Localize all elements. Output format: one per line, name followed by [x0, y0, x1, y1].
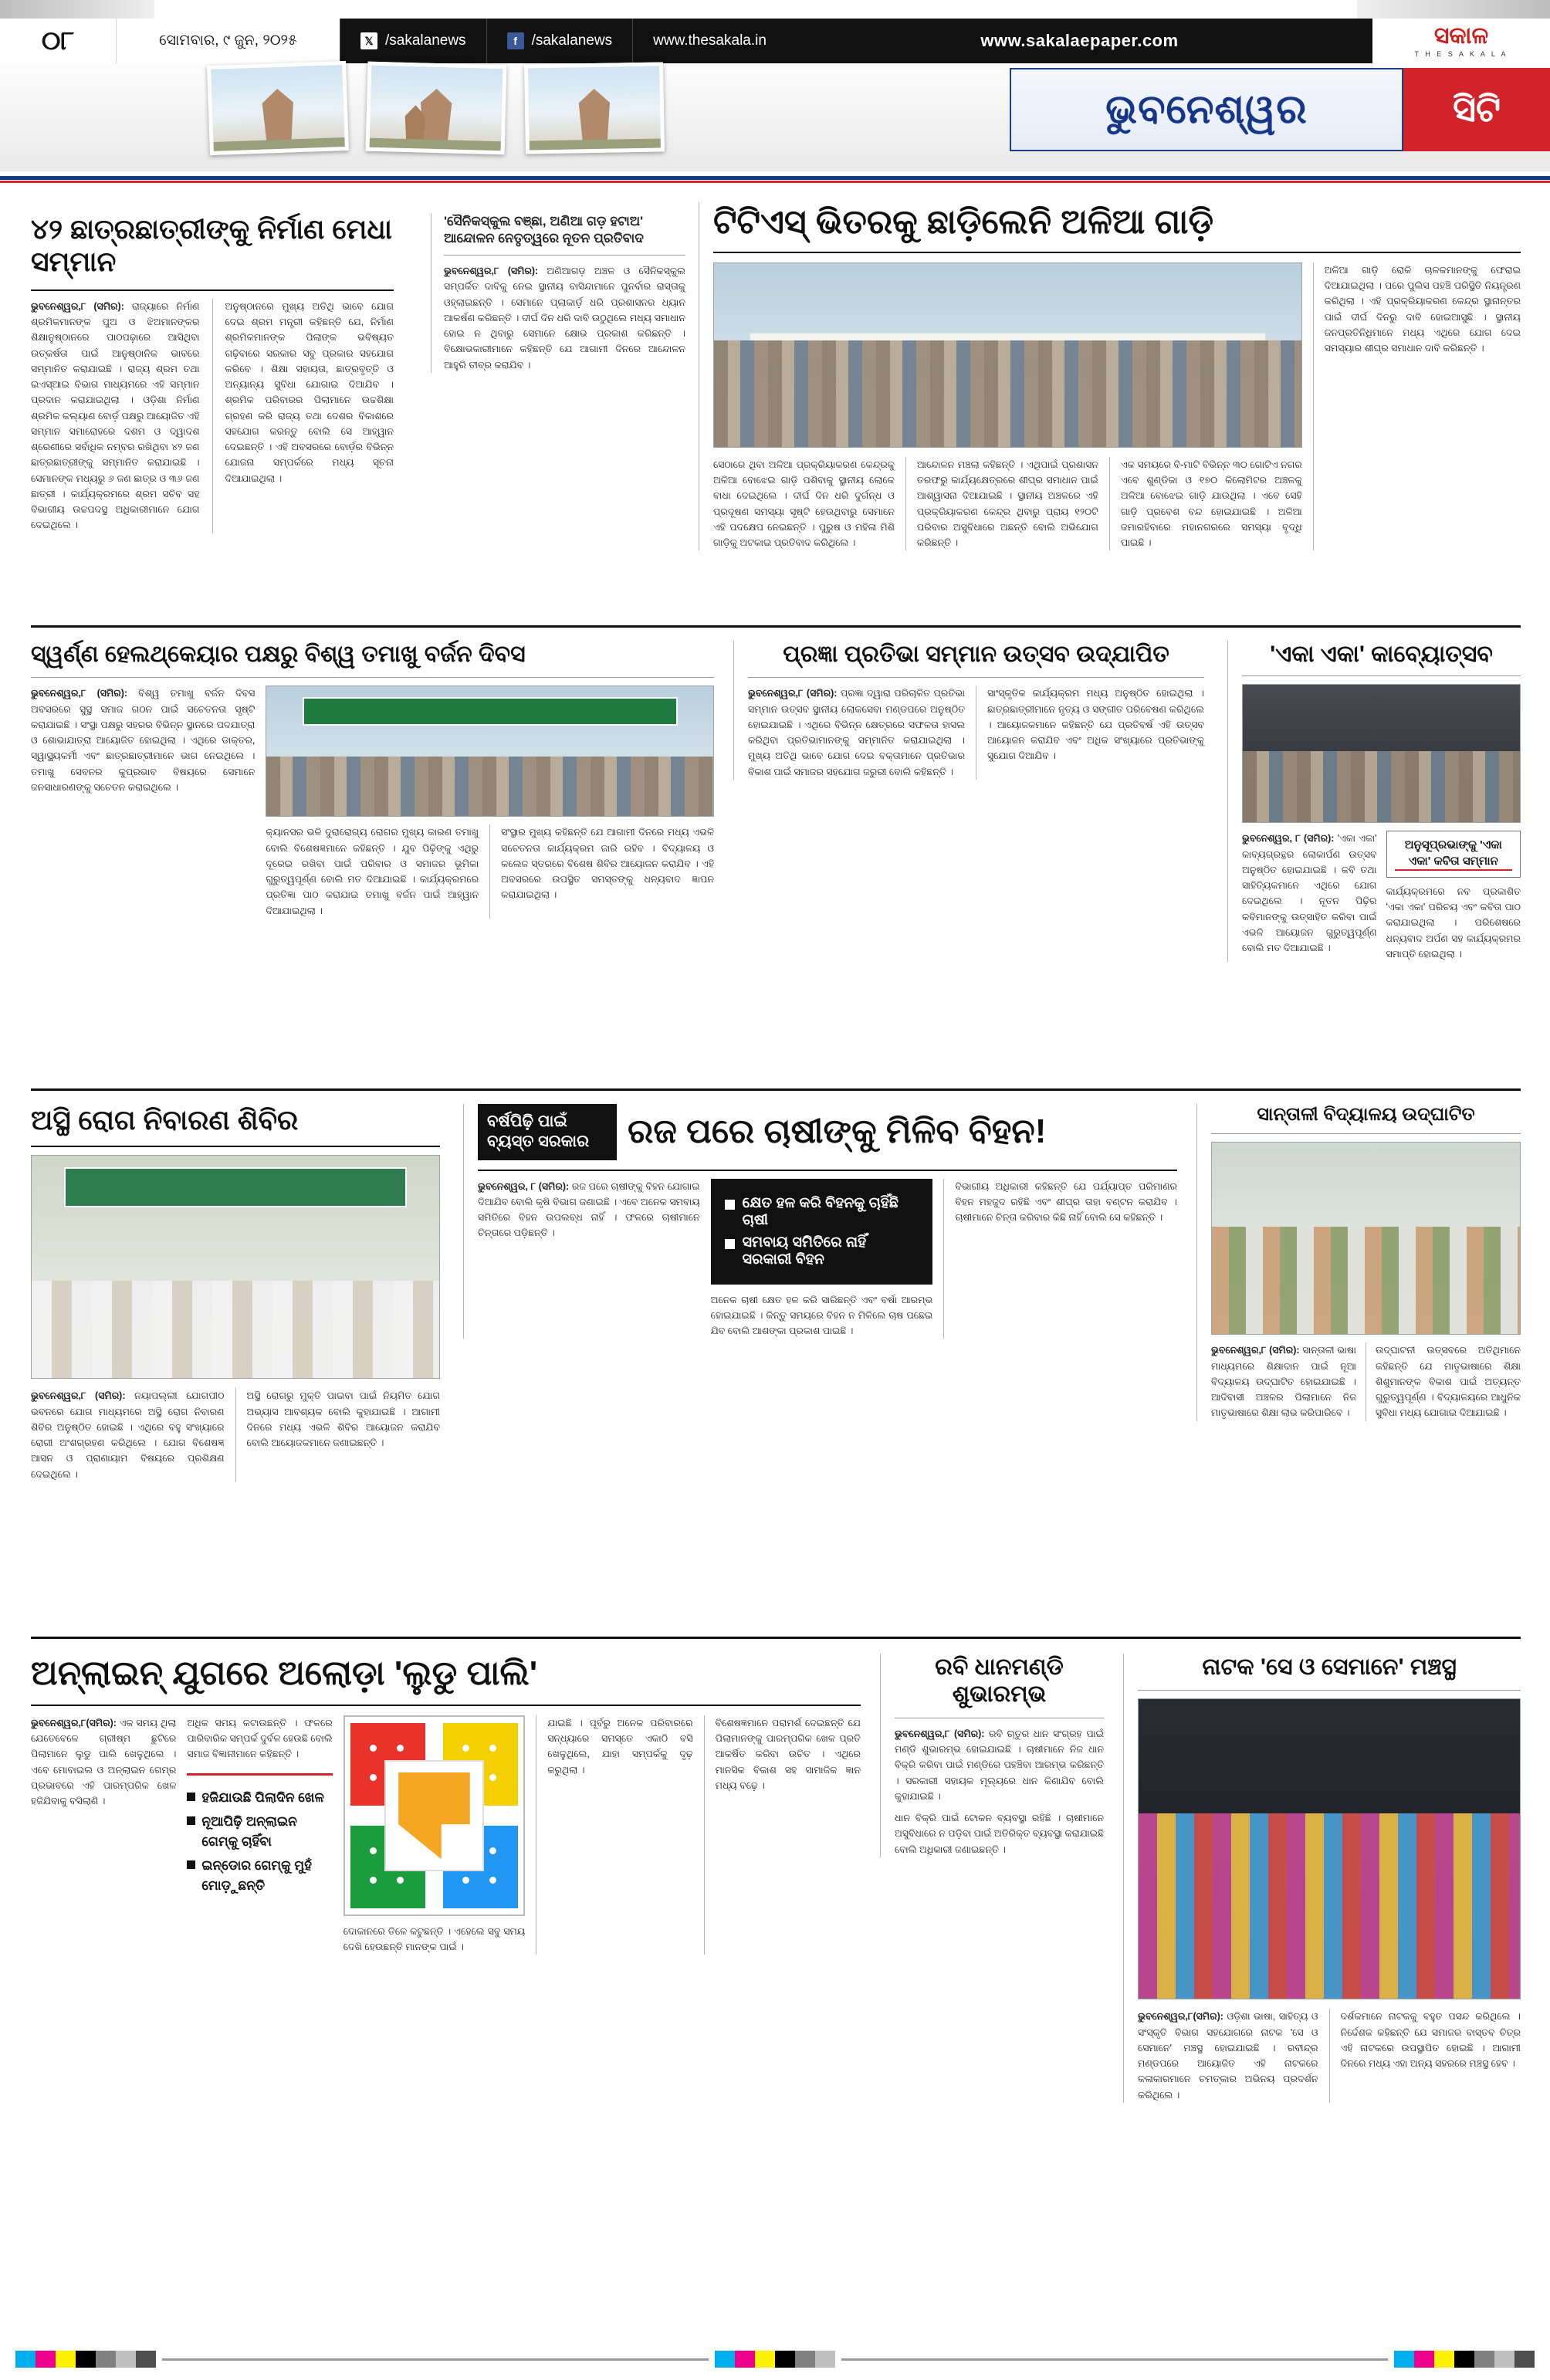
dateline: ଭୁବନେଶ୍ୱର,୮(ସମିର): [31, 1717, 117, 1728]
key-point-2 [187, 1812, 332, 1851]
article-drama-staged [1123, 1654, 1521, 2103]
article-col-1 [895, 1726, 1104, 1804]
article-seed-farmers [463, 1104, 1177, 1339]
article-col-2: କାର୍ଯ୍ୟକ୍ରମରେ ନବ ପ୍ରକାଶିତ 'ଏକା ଏକା' ପରିଚୟ ଏବଂ କବିତା ପାଠ କରାଯାଇଥିଲା । ପରିଶେଷରେ ଧନ୍ୟବାଦ ଅର୍ପଣ ସହ କାର୍ଯ୍ୟକ୍ରମର ସମାପ୍ତି ହୋଇଥିଲା । [1386, 885, 1521, 960]
article-col-1 [1211, 1342, 1356, 1420]
body-text: ବିଶ୍ୱ ତମାଖୁ ବର୍ଜନ ଦିବସ ଅବସରରେ ସୁସ୍ଥ ସମାଜ ଗଠନ ପାଇଁ ସଚେତନତା ସୃଷ୍ଟି କରାଯାଇଛି । ସଂସ୍ଥା ପକ୍ଷରୁ ସହରର ବିଭିନ୍ନ ସ୍ଥାନରେ ପଦଯାତ୍ରା ଓ ଶୋଭାଯାତ୍ରା ଆୟୋଜିତ ହୋଇଥିଲା । ଏଥିରେ ଡାକ୍ତର, ସ୍ୱାସ୍ଥ୍ୟକର୍ମୀ ଏବଂ ଛାତ୍ରଛାତ୍ରୀମାନେ ଭାଗ ନେଇଥିଲେ । ତମାଖୁ ସେବନର କୁପ୍ରଭାବ ବିଷୟରେ ସେମାନେ ଜନସାଧାରଣଙ୍କୁ ସଚେତନ କରାଇଥିଲେ । [31, 688, 256, 793]
article-col-1 [478, 1179, 700, 1339]
publication-date: ସୋମବାର, ୯ ଜୁନ, ୨୦୨୫ [116, 19, 340, 63]
page-number: ୦୮ [0, 19, 116, 63]
key-point-2-text: ସମବାୟ ସମିତିରେ ନାହିଁ ସରକାରୀ ବିହନ [742, 1234, 867, 1268]
top-gradient-left [0, 0, 154, 19]
article-body-2: ଅନୁଷ୍ଠାନରେ ମୁଖ୍ୟ ଅତିଥି ଭାବେ ଯୋଗ ଦେଇ ଶ୍ରମ ମନ୍ତ୍ରୀ କହିଛନ୍ତି ଯେ, ନିର୍ମାଣ ଶ୍ରମିକମାନଙ୍କ ପିଲାଙ୍କ ଭବିଷ୍ୟତ ଗଢ଼ିବାରେ ସରକାର ସବୁ ପ୍ରକାର ସହଯୋଗ କରିବେ । ଶିକ୍ଷା ସହାୟତା, ଛାତ୍ରବୃତ୍ତି ଓ ଅନ୍ୟାନ୍ୟ ସୁବିଧା ଯୋଗାଇ ଦିଆଯିବ । ଶ୍ରମିକ ପରିବାରର ପିଲାମାନେ ଉଚ୍ଚଶିକ୍ଷା ଗ୍ରହଣ କରି ରାଜ୍ୟ ତଥା ଦେଶର ବିକାଶରେ ସହଯୋଗ କରନ୍ତୁ ବୋଲି ସେ ଆହ୍ୱାନ ଦେଇଛନ୍ତି । ଏହି ଅବସରରେ ବୋର୍ଡ଼ର ବିଭିନ୍ନ ଯୋଜନା ସମ୍ପର୍କରେ ମଧ୍ୟ ସୂଚନା ଦିଆଯାଇଥିଲା । [225, 300, 394, 484]
social-x-handle: /sakalanews [385, 32, 466, 49]
body-text: ନୟାପଲ୍ଲୀ ଯୋଗପୀଠ ଭବନରେ ଯୋଗ ମାଧ୍ୟମରେ ଅସ୍ଥି ରୋଗ ନିବାରଣ ଶିବିର ଅନୁଷ୍ଠିତ ହୋଇଛି । ଏଥିରେ ବହୁ ସଂଖ୍ୟାରେ ରୋଗୀ ଅଂଶଗ୍ରହଣ କରିଥିଲେ । ଯୋଗ ବିଶେଷଜ୍ଞ ଆସନ ଓ ପ୍ରାଣାୟାମ ବିଷୟରେ ପ୍ରଶିକ୍ଷଣ ଦେଇଥିଲେ । [31, 1390, 225, 1480]
bullet-square-icon [187, 1860, 195, 1869]
dateline: ଭୁବନେଶ୍ୱର, ୮ (ସମିର): [478, 1180, 570, 1192]
article-santali-school [1196, 1104, 1521, 1421]
newspaper-logo [1372, 19, 1550, 63]
headline: 'ଏକା ଏକା' କାବ୍ୟୋତ୍ସବ [1270, 642, 1493, 667]
body-text: ସାନ୍ତାଳୀ ଭାଷା ମାଧ୍ୟମରେ ଶିକ୍ଷାଦାନ ପାଇଁ ନୂଆ ବିଦ୍ୟାଳୟ ଉଦ୍‌ଘାଟିତ ହୋଇଯାଇଛି । ଆଦିବାସୀ ଅଞ୍ଚଳର ପିଲାମାନେ ନିଜ ମାତୃଭାଷାରେ ଶିକ୍ଷା ଲାଭ କରିପାରିବେ । [1211, 1345, 1356, 1419]
headline: ରବି ଧାନମଣ୍ଡି ଶୁଭାରମ୍ଭ [935, 1654, 1064, 1708]
bullet-square-icon [725, 1200, 735, 1210]
banner-photo-3 [524, 62, 665, 154]
section-title-main [1010, 68, 1403, 151]
ludo-board-graphic [344, 1715, 525, 1916]
article-rabi-dhanmandi [880, 1654, 1104, 1857]
banner-photo-2 [366, 62, 507, 155]
article-col-3: ସଂସ୍ଥାର ମୁଖ୍ୟ କହିଛନ୍ତି ଯେ ଆଗାମୀ ଦିନରେ ମଧ୍ୟ ଏଭଳି ସଚେତନତା କାର୍ଯ୍ୟକ୍ରମ ଜାରି ରହିବ । ବିଦ୍ୟାଳୟ ଓ କଲେଜ ସ୍ତରରେ ବିଶେଷ ଶିବିର ଆୟୋଜନ କରାଯିବ । ଏହି ଅବସରରେ ଉପସ୍ଥିତ ସମସ୍ତଙ୍କୁ ଧନ୍ୟବାଦ ଜ୍ଞାପନ କରାଯାଇଥିଲା । [489, 824, 714, 919]
banner-photo-strip [208, 63, 780, 156]
dateline: ଭୁବନେଶ୍ୱର, ୮ (ସମିର): [1242, 833, 1335, 845]
article-col-2: ଆନ୍ଦୋଳନ ମଞ୍ଚଲା କହିଛନ୍ତି । ଏଥିପାଇଁ ପ୍ରଶାସନ ତରଫରୁ କାର୍ଯ୍ୟକ୍ଷେତ୍ରରେ ଶୀଘ୍ର ସମାଧାନ ପାଇଁ ଆଶ୍ୱାସନା ଦିଆଯାଇଛି । ସ୍ଥାନୀୟ ଅଞ୍ଚଳରେ ଏହି ପ୍ରକ୍ରିୟାକରଣ କେନ୍ଦ୍ର ଥିବାରୁ ପ୍ରାୟ ୧୨୦ଟି ପରିବାର ଅସୁବିଧାରେ ଅଛନ୍ତି ବୋଲି ଅଭିଯୋଗ କରିଛନ୍ତି । [905, 457, 1098, 551]
article-photo [1242, 684, 1521, 823]
dateline: ଭୁବନେଶ୍ୱର,୮ (ସମିର): [1211, 1345, 1300, 1356]
article-col-4: ଅଳିଆ ଗାଡ଼ି ରୋକି ଚାଳକମାନଙ୍କୁ ଫେରାଇ ଦିଆଯାଇଥିଲା । ପରେ ପୁଲିସ ପହଞ୍ଚି ପରିସ୍ଥିତି ନିୟନ୍ତ୍ରଣ କରିଥିଲା । ଏହି ପ୍ରକ୍ରିୟାକରଣ କେନ୍ଦ୍ର ସ୍ଥାନାନ୍ତର ପାଇଁ ଦୀର୍ଘ ଦିନରୁ ଦାବି ହୋଇଆସୁଛି । ସ୍ଥାନୀୟ ଜନପ୍ରତିନିଧିମାନେ ମଧ୍ୟ ଏଥିରେ ଯୋଗ ଦେଇ ସମସ୍ୟାର ଶୀଘ୍ର ସମାଧାନ ଦାବି କରିଛନ୍ତି । [1313, 262, 1521, 551]
key-points-box [711, 1179, 933, 1285]
key-point-1-text: ହଜିଯାଉଛି ପିଲାଦିନ ଖେଳ [201, 1789, 324, 1805]
article-col-1 [31, 686, 255, 919]
headline: ସ୍ୱର୍ଣ୍ଣ ହେଲଥ୍‌କେୟାର ପକ୍ଷରୁ ବିଶ୍ୱ ତମାଖୁ ବର୍ଜନ ଦିବସ [31, 642, 526, 667]
body-text: ରାଜ୍ୟାରେ ନିର୍ମାଣ ଶ୍ରମିକମାନଙ୍କ ପୁଅ ଓ ଝିଅମାନଙ୍କର ଶିକ୍ଷାନୁଷ୍ଠାନରେ ପାଠପଢ଼ାରେ ଆସିଥିବା ଉତ୍କର୍ଷତା ପାଇଁ ଆନୁଷ୍ଠାନିକ ଭାବରେ ସମ୍ମାନିତ କରାଯାଇଛି । ରାଜ୍ୟ ଶ୍ରମ ତଥା ଇଏସ୍‌ଆଇ ବିଭାଗ ମାଧ୍ୟମରେ ଏହି ସମ୍ମାନ ପ୍ରଦାନ କରାଯାଇଥିଲା । ଓଡ଼ିଶା ନିର୍ମାଣ ଶ୍ରମିକ କଲ୍ୟାଣ ବୋର୍ଡ଼ ପକ୍ଷରୁ ଆୟୋଜିତ ଏହି ସମ୍ମାନ ସମାରୋହରେ ଦଶମ ଓ ଦ୍ୱାଦଶ ଶ୍ରେଣୀରେ ସର୍ବାଧିକ ନମ୍ବର ରଖିଥିବା ୪୨ ଜଣ ଛାତ୍ରଛାତ୍ରୀଙ୍କୁ ସମ୍ମାନିତ କରାଯାଇଛି । ସେମାନଙ୍କ ମଧ୍ୟରୁ ୬ ଜଣ ଛାତ୍ର ଓ ୩୬ ଜଣ ଛାତ୍ରୀ । କାର୍ଯ୍ୟକ୍ରମରେ ଶ୍ରମ ସଚିବ ସହ ବିଭାଗୀୟ ଉଚ୍ଚପଦସ୍ଥ ଅଧିକାରୀମାନେ ଯୋଗ ଦେଇଥିଲେ । [31, 300, 200, 531]
article-photo [1138, 1698, 1521, 1999]
article-photo [31, 1155, 440, 1379]
headline: ନାଟକ 'ସେ ଓ ସେମାନେ' ମଞ୍ଚସ୍ଥ [1202, 1654, 1457, 1680]
headline: ରଜ ପରେ ଚାଷୀଙ୍କୁ ମିଳିବ ବିହନ! [628, 1112, 1047, 1151]
photo-caption: ଦୋକାନରେ ତିଳେ କଟୁଛନ୍ତି । ଏହେଲେ ସବୁ ସମୟ ଦେଖି ହେଉଛନ୍ତି ମାନଙ୍କ ପାଇଁ । [343, 1925, 526, 1953]
top-gradient-right [1357, 0, 1550, 19]
key-point-3-text: ଇନ୍‌ଡୋର ଗେମ୍‌କୁ ମୁହଁ ମୋଡ଼ୁଛନ୍ତି [201, 1858, 313, 1893]
article-tobacco-day [31, 641, 714, 919]
article-col-1 [748, 686, 965, 780]
logo-subtitle: T H E S A K A L A [1414, 49, 1508, 58]
article-col-3: ବିଭାଗୀୟ ଅଧିକାରୀ କହିଛନ୍ତି ଯେ ପର୍ଯ୍ୟାପ୍ତ ପରିମାଣର ବିହନ ମହଜୁଦ ରହିଛି ଏବଂ ଶୀଘ୍ର ତାହା ବଣ୍ଟନ କରାଯିବ । ଚାଷୀମାନେ ଚିନ୍ତା କରିବାର କିଛି ନାହିଁ ବୋଲି ସେ କହିଛନ୍ତି । [943, 1179, 1177, 1339]
article-sainik-school [431, 213, 685, 373]
article-ttis-garbage [699, 202, 1521, 550]
website-link[interactable] [632, 19, 787, 63]
key-point-2 [725, 1234, 919, 1268]
dateline: ଭୁବନେଶ୍ୱର,୮ (ସମିର): [444, 266, 539, 277]
social-x[interactable] [340, 19, 486, 63]
headline: ଟିଟିଏସ୍‌ ଭିତରକୁ ଛାଡ଼ିଲେନି ଅଳିଆ ଗାଡ଼ି [713, 203, 1214, 241]
article-col-1 [31, 1715, 176, 1955]
key-point-3 [187, 1856, 332, 1895]
article-col-3: ଏକ ସମୟରେ ବି-ମାଟି ବିଭିନ୍ନ ୩୦ ଗୋଟିଏ ନଗର ଏବେ ଶୁଣ୍ଡିକା ଓ ୧୭୦ କିଲୋମିଟର ଅଞ୍ଚଳକୁ ଅଳିଆ ବୋଝେଇ ଗାଡ଼ି ଯାଉଥିଲା । ଏବେ ସେହି ଗାଡ଼ି ପ୍ରବେଶ ବନ୍ଦ ହୋଇଯାଇଛି । ଅଳିଆ ଜମାରହିବାରେ ମହାନଗରରେ ସମସ୍ୟା ବୃଦ୍ଧି ପାଇଛି । [1109, 457, 1302, 551]
dateline: ଭୁବନେଶ୍ୱର,୮(ସମିର): [1138, 2011, 1223, 2023]
website-url: www.thesakala.in [653, 32, 767, 49]
article-pragya-pratibha [733, 641, 1204, 780]
headline: ଅନ୍‌ଲାଇନ୍‌ ଯୁଗରେ ଅଲୋଡ଼ା 'ଲୁଡୁ ପାଲି' [31, 1654, 538, 1692]
body-text: ରଜ ପରେ ଚାଷୀଙ୍କୁ ବିହନ ଯୋଗାଇ ଦିଆଯିବ ବୋଲି କୃଷି ବିଭାଗ ଜଣାଇଛି । ଏବେ ଅନେକ ସମବାୟ ସମିତିରେ ବିହନ ଉପଲବ୍ଧ ନାହିଁ । ଫଳରେ ଚାଷୀମାନେ ଚିନ୍ତାରେ ପଡ଼ିଛନ୍ତି । [478, 1180, 700, 1239]
dateline: ଭୁବନେଶ୍ୱର,୮ (ସମିର): [748, 688, 838, 699]
masthead [0, 19, 1550, 63]
section-title-block [1010, 68, 1550, 151]
epaper-url: www.sakalaepaper.com [980, 31, 1179, 50]
headline: ଅସ୍ଥି ରୋଗ ନିବାରଣ ଶିବିର [31, 1104, 299, 1136]
section-divider-2 [31, 1088, 1521, 1091]
headline: ସାନ୍ତାଳୀ ବିଦ୍ୟାଳୟ ଉଦ୍‌ଘାଟିତ [1257, 1104, 1475, 1125]
section-divider-3 [31, 1637, 1521, 1639]
bullet-square-icon [187, 1793, 195, 1801]
article-col-4: ବିଶେଷଜ୍ଞମାନେ ପରାମର୍ଶ ଦେଇଛନ୍ତି ଯେ ପିଲାମାନଙ୍କୁ ପାରମ୍ପରିକ ଖେଳ ପ୍ରତି ଆକର୍ଷିତ କରିବା ଉଚିତ । ଏଥିରେ ମାନସିକ ବିକାଶ ସହ ସାମାଜିକ ଜ୍ଞାନ ମଧ୍ୟ ବଢ଼େ । [704, 1715, 861, 1955]
body-text: ଓଡ଼ିଶା ଭାଷା, ସାହିତ୍ୟ ଓ ସଂସ୍କୃତି ବିଭାଗ ସହଯୋଗରେ ନାଟକ 'ସେ ଓ ସେମାନେ' ମଞ୍ଚସ୍ଥ ହୋଇଯାଇଛି । ରବୀନ୍ଦ୍ର ମଣ୍ଡପରେ ଆୟୋଜିତ ଏହି ନାଟକରେ କଳାକାରମାନେ ଚମତ୍କାର ଅଭିନୟ ପ୍ରଦର୍ଶନ କରିଥିଲେ । [1138, 2011, 1318, 2101]
key-point-2-text: ନୂଆପିଢ଼ି ଅନ୍‌ଲାଇନ ଗେମ୍‌କୁ ଚାହିଁବା [201, 1814, 297, 1849]
article-body [31, 299, 200, 533]
article-photo [266, 686, 714, 817]
article-col-2: ଅସ୍ଥି ରୋଗରୁ ମୁକ୍ତି ପାଇବା ପାଇଁ ନିୟମିତ ଯୋଗ ଅଭ୍ୟାସ ଆବଶ୍ୟକ ବୋଲି କୁହାଯାଇଛି । ଆଗାମୀ ଦିନରେ ମଧ୍ୟ ଏଭଳି ଶିବିର ଆୟୋଜନ କରାଯିବ ବୋଲି ଆୟୋଜକମାନେ ଜଣାଇଛନ୍ତି । [235, 1388, 441, 1482]
section-tag: ସିଟି [1403, 68, 1550, 151]
article-col-1: ସେଠାରେ ଥିବା ଅଳିଆ ପ୍ରକ୍ରିୟାକରଣ କେନ୍ଦ୍ରକୁ ଅଳିଆ ବୋଝେଇ ଗାଡ଼ି ପଶିବାକୁ ସ୍ଥାନୀୟ ଲୋକେ ବାଧା ଦେଇଥିଲେ । ଦୀର୍ଘ ଦିନ ଧରି ଦୁର୍ଗନ୍ଧ ଓ ପ୍ରଦୂଷଣ ସମସ୍ୟା ସୃଷ୍ଟି ହେଉଥିବାରୁ ସେମାନେ ଏହି ପଦକ୍ଷେପ ନେଇଛନ୍ତି । ପୁରୁଷ ଓ ମହିଳା ମିଶି ଗାଡ଼ିକୁ ଅଟକାଇ ପ୍ରତିବାଦ କରିଥିଲେ । [713, 459, 895, 549]
section-divider-1 [31, 625, 1521, 628]
article-col-1 [1138, 2009, 1318, 2103]
dateline: ଭୁବନେଶ୍ୱର,୮ (ସମିର): [31, 1390, 126, 1402]
article-ludo-online [31, 1654, 861, 1955]
dateline: ଭୁବନେଶ୍ୱର,୮ (ସମିର): [31, 300, 124, 312]
divider-blue [0, 176, 1550, 180]
article-col-2: ଧାନ ବିକ୍ରି ପାଇଁ ଟୋକନ ବ୍ୟବସ୍ଥା ରହିଛି । ଚାଷୀମାନେ ଅସୁବିଧାରେ ନ ପଡ଼ିବା ପାଇଁ ଅତିରିକ୍ତ ବ୍ୟବସ୍ଥା କରାଯାଇଛି ବୋଲି ଅଧିକାରୀ ଜଣାଇଛନ୍ତି । [895, 1813, 1104, 1855]
kicker: 'ସୈନିକସ୍କୁଲ ବଞ୍ଛା, ଅଣିଆ ଗଡ଼ ହଟାଅ' ଆନ୍ଦୋଳନ ନେତୃତ୍ୱରେ ନୂତନ ପ୍ରତିବାଦ [444, 214, 644, 246]
col-3-text: ଯାଇଛି । ପୂର୍ବରୁ ଅନେକ ପରିବାରରେ ସନ୍ଧ୍ୟାରେ ସମସ୍ତେ ଏକାଠି ବସି ଖେଳୁଥିଲେ, ଯାହା ସମ୍ପର୍କକୁ ଦୃଢ଼ କରୁଥିଲା । [547, 1717, 693, 1776]
banner-photo-1 [207, 61, 349, 155]
article-col-2: ଉଦ୍‌ଘାଟନୀ ଉତ୍ସବରେ ଅତିଥିମାନେ କହିଛନ୍ତି ଯେ ମାତୃଭାଷାରେ ଶିକ୍ଷା ଶିଶୁମାନଙ୍କ ବିକାଶ ପାଇଁ ଅତ୍ୟନ୍ତ ଗୁରୁତ୍ୱପୂର୍ଣ୍ଣ । ବିଦ୍ୟାଳୟରେ ଆଧୁନିକ ସୁବିଧା ମଧ୍ୟ ଯୋଗାଇ ଦିଆଯାଇଛି । [1366, 1342, 1521, 1420]
registration-marks-center [715, 2351, 835, 2368]
article-photo [713, 262, 1302, 448]
body-text: ଏକ ସମୟ ଥିଲା ଯେତେବେଳେ ଗ୍ରୀଷ୍ମ ଛୁଟିରେ ପିଲାମାନେ ଲୁଡୁ ପାଲି ଖେଳୁଥିଲେ । ଏବେ ମୋବାଇଲ ଓ ଅନ୍‌ଲାଇନ ଗେମ୍‌ର ପ୍ରଭାବରେ ଏହି ପାରମ୍ପରିକ ଖେଳ ହଜିଯିବାକୁ ବସିଲାଣି । [31, 1717, 177, 1807]
key-point-1 [187, 1788, 332, 1808]
headline: ୪୨ ଛାତ୍ରଛାତ୍ରୀଙ୍କୁ ନିର୍ମାଣ ମେଧା ସମ୍ମାନ [31, 213, 392, 278]
registration-marks-left [15, 2351, 156, 2368]
social-facebook[interactable] [486, 19, 633, 63]
registration-line-2 [841, 2358, 1388, 2361]
article-col-3 [536, 1715, 692, 1955]
article-photo [1211, 1142, 1521, 1335]
caption-text: ଅନୁସୂପ୍ରଭାଙ୍କୁ 'ଏକା ଏକା' କବିତା ସମ୍ମାନ [1395, 838, 1513, 871]
body-text: ଅଣିଆଗଡ଼ ଅଞ୍ଚଳ ଓ ସୈନିକସ୍କୁଲ ସମ୍ପର୍କିତ ଦାବିକୁ ନେଇ ସ୍ଥାନୀୟ ବାସିନ୍ଦାମାନେ ପୁନର୍ବାର ରାସ୍ତାକୁ ଓହ୍ଲାଇଛନ୍ତି । ସେମାନେ ପ୍ଲାକାର୍ଡ଼ ଧରି ପ୍ରଶାସନର ଧ୍ୟାନ ଆକର୍ଷଣ କରିଛନ୍ତି । ଦୀର୍ଘ ଦିନ ଧରି ଦାବି ଉଠୁଥିଲେ ମଧ୍ୟ ସମାଧାନ ହୋଇ ନ ଥିବାରୁ ସେମାନେ କ୍ଷୋଭ ପ୍ରକାଶ କରିଛନ୍ତି । ବିକ୍ଷୋଭକାରୀମାନେ କହିଛନ୍ତି ଯେ ଆଗାମୀ ଦିନରେ ଆନ୍ଦୋଳନ ଆହୁରି ତୀବ୍ର କରାଯିବ । [444, 266, 685, 371]
dateline: ଭୁବନେଶ୍ୱର,୮ (ସମିର): [895, 1728, 985, 1739]
article-col-1 [31, 1388, 225, 1482]
logo-title: ସକାଳ [1433, 22, 1489, 49]
divider-red [0, 181, 1550, 183]
social-fb-handle: /sakalanews [531, 32, 613, 49]
kicker-badge: ବର୍ଷପିଢ଼ି ପାଇଁ ବ୍ୟସ୍ତ ସରକାର [478, 1104, 617, 1160]
print-registration-bar [0, 2348, 1550, 2371]
facebook-icon: f [507, 32, 524, 49]
article-col-2: ଅନେକ ଚାଷୀ କ୍ଷେତ ହଳ କରି ସାରିଛନ୍ତି ଏବଂ ବର୍ଷା ଆରମ୍ଭ ହୋଇଯାଇଛି । କିନ୍ତୁ ସମୟରେ ବିହନ ନ ମିଳିଲେ ଚାଷ ପଛେଇ ଯିବ ବୋଲି ଆଶଙ୍କା ପ୍ରକାଶ ପାଇଛି । [710, 1294, 933, 1336]
x-twitter-icon: 𝕏 [360, 32, 377, 49]
key-point-1-text: କ୍ଷେତ ହଳ କରି ବିହନକୁ ଚାହିଁଛି ଚାଷୀ [742, 1194, 899, 1228]
article-nirmana-medha [31, 213, 394, 533]
article-bone-camp [31, 1104, 440, 1482]
body-text: 'ଏକା ଏକା' କାବ୍ୟଗ୍ରନ୍ଥର ଲୋକାର୍ପଣ ଉତ୍ସବ ଅନୁଷ୍ଠିତ ହୋଇଯାଇଛି । କବି ତଥା ସାହିତ୍ୟିକମାନେ ଏଥିରେ ଯୋଗ ଦେଇଥିଲେ । ନୂତନ ପିଢ଼ିର କବିମାନଙ୍କୁ ଉତ୍ସାହିତ କରିବା ପାଇଁ ଏଭଳି ଆୟୋଜନ ଗୁରୁତ୍ୱପୂର୍ଣ୍ଣ ବୋଲି ମତ ଦିଆଯାଇଛି । [1242, 833, 1377, 954]
article-col-2: ଦର୍ଶକମାନେ ନାଟକକୁ ବହୁତ ପସନ୍ଦ କରିଥିଲେ । ନିର୍ଦ୍ଦେଶକ କହିଛନ୍ତି ଯେ ସମାଜର ବାସ୍ତବ ଚିତ୍ର ଏହି ନାଟକରେ ଉପସ୍ଥାପିତ ହୋଇଛି । ଆଗାମୀ ଦିନରେ ମଧ୍ୟ ଏହା ଅନ୍ୟ ସହରରେ ମଞ୍ଚସ୍ଥ ହେବ । [1329, 2009, 1521, 2103]
article-eka-eka [1227, 641, 1521, 962]
body-text: ରବି ଋତୁର ଧାନ ସଂଗ୍ରହ ପାଇଁ ମଣ୍ଡି ଶୁଭାରମ୍ଭ ହୋଇଯାଇଛି । ଚାଷୀମାନେ ନିଜ ଧାନ ବିକ୍ରି କରିବା ପାଇଁ ମଣ୍ଡିରେ ପହଞ୍ଚିବା ଆରମ୍ଭ କରିଛନ୍ତି । ସରକାରୀ ସହାୟକ ମୂଲ୍ୟରେ ଧାନ କିଣାଯିବ ବୋଲି କୁହାଯାଇଛି । [895, 1728, 1104, 1802]
dateline: ଭୁବନେଶ୍ୱର,୮ (ସମିର): [31, 688, 128, 699]
article-col-2: କ୍ୟାନସର ଭଳି ଦୁରାରୋଗ୍ୟ ରୋଗର ମୁଖ୍ୟ କାରଣ ତମାଖୁ ବୋଲି ବିଶେଷଜ୍ଞମାନେ କହିଛନ୍ତି । ଯୁବ ପିଢ଼ିଙ୍କୁ ଏଥିରୁ ଦୂରେଇ ରଖିବା ପାଇଁ ପରିବାର ଓ ସମାଜର ଭୂମିକା ଗୁରୁତ୍ୱପୂର୍ଣ୍ଣ ବୋଲି ମତ ଦିଆଯାଇଛି । କାର୍ଯ୍ୟକ୍ରମରେ ପ୍ରତିଜ୍ଞା ପାଠ କରାଯାଇ ତମାଖୁ ବର୍ଜନ ପାଇଁ ଆହ୍ୱାନ ଦିଆଯାଇଥିଲା । [266, 827, 479, 916]
photo-caption [1386, 831, 1521, 878]
article-col-1 [1242, 831, 1377, 962]
registration-marks-right [1394, 2351, 1535, 2368]
article-body [444, 263, 685, 373]
bullet-square-icon [187, 1816, 195, 1825]
headline: ପ୍ରଜ୍ଞା ପ୍ରତିଭା ସମ୍ମାନ ଉତ୍ସବ ଉଦ୍‌ଯାପିତ [783, 642, 1169, 667]
body-text: ପ୍ରଜ୍ଞା ଦ୍ୱାରା ପରିଚାଳିତ ପ୍ରତିଭା ସମ୍ମାନ ଉତ୍ସବ ସ୍ଥାନୀୟ ଲୋକସେବା ମଣ୍ଡପରେ ଅନୁଷ୍ଠିତ ହୋଇଯାଇଛି । ଏଥିରେ ବିଭିନ୍ନ କ୍ଷେତ୍ରରେ ସଫଳତା ହାସଲ କରିଥିବା ପ୍ରତିଭାମାନଙ୍କୁ ସମ୍ମାନିତ କରାଯାଇଥିଲା । ମୁଖ୍ୟ ଅତିଥି ଭାବେ ଯୋଗ ଦେଇ ବକ୍ତାମାନେ ପ୍ରତିଭାର ବିକାଶ ପାଇଁ ସମାଜର ସହଯୋଗ ଜରୁରୀ ବୋଲି କହିଛନ୍ତି । [748, 688, 965, 777]
key-points-list [187, 1773, 332, 1896]
section-title-text: ଭୁବନେଶ୍ୱର [1105, 86, 1308, 132]
article-col-2: ଅଧିକ ସମୟ କଟାଉଛନ୍ତି । ଫଳରେ ପାରିବାରିକ ସମ୍ପର୍କ ଦୁର୍ବଳ ହେଉଛି ବୋଲି ସମାଜ ବିଜ୍ଞାନୀମାନେ କହିଛନ୍ତି । [187, 1717, 333, 1760]
article-col-2: ସାଂସ୍କୃତିକ କାର୍ଯ୍ୟକ୍ରମ ମଧ୍ୟ ଅନୁଷ୍ଠିତ ହୋଇଥିଲା । ଛାତ୍ରଛାତ୍ରୀମାନେ ନୃତ୍ୟ ଓ ସଙ୍ଗୀତ ପରିବେଷଣ କରିଥିଲେ । ଆୟୋଜକମାନେ କହିଛନ୍ତି ଯେ ପ୍ରତିବର୍ଷ ଏହି ଉତ୍ସବ ଆୟୋଜନ କରାଯିବ ଏବଂ ଅଧିକ ସଂଖ୍ୟାରେ ପ୍ରତିଭାଙ୍କୁ ସୁଯୋଗ ଦିଆଯିବ । [976, 686, 1204, 780]
registration-line-1 [162, 2358, 709, 2361]
bullet-square-icon [725, 1239, 735, 1249]
key-point-1 [725, 1195, 919, 1229]
